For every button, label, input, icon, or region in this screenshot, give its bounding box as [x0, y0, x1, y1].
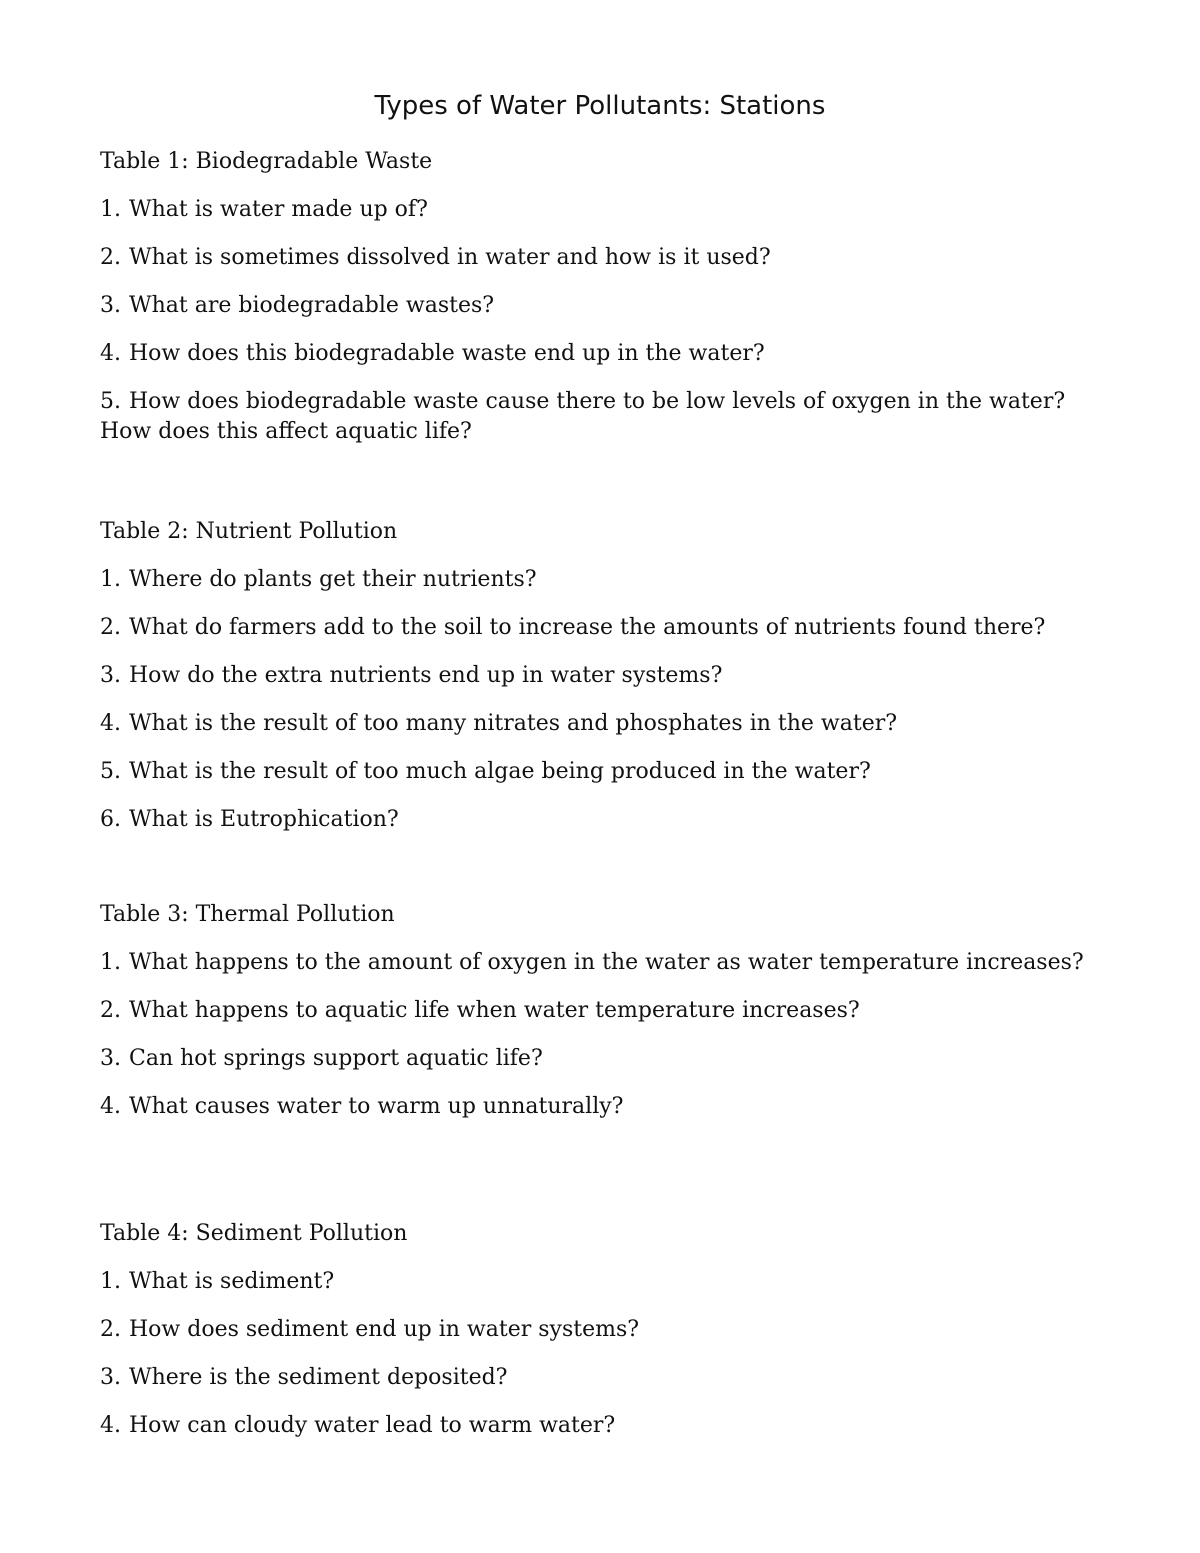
question-text: What is sediment?: [129, 1269, 335, 1294]
question-item: [100, 805, 1110, 835]
question-number: 4.: [100, 341, 121, 366]
question-item: [100, 613, 1110, 643]
question-number: 3.: [100, 663, 121, 688]
question-text: Where is the sediment deposited?: [129, 1365, 508, 1390]
question-number: 1.: [100, 1269, 121, 1294]
question-text: What happens to aquatic life when water temperature increases?: [129, 998, 860, 1023]
question-item: [100, 1044, 1110, 1074]
question-text: What is sometimes dissolved in water and how is it used?: [129, 245, 771, 270]
document-title: Types of Water Pollutants: Stations: [374, 91, 826, 121]
question-number: 3.: [100, 1046, 121, 1071]
question-list: [100, 1267, 1110, 1441]
question-text: How does sediment end up in water systems?: [129, 1317, 640, 1342]
question-number: 2.: [100, 998, 121, 1023]
question-text: How does this biodegradable waste end up in the water?: [129, 341, 765, 366]
section-nutrient-pollution: [100, 517, 1110, 853]
section-thermal-pollution: [100, 900, 1110, 1140]
question-number: 4.: [100, 1413, 121, 1438]
section-heading: Table 2: Nutrient Pollution: [100, 519, 398, 544]
question-item: [100, 291, 1110, 321]
question-number: 2.: [100, 1317, 121, 1342]
question-item: [100, 1411, 1110, 1441]
question-number: 4.: [100, 711, 121, 736]
question-list: [100, 565, 1110, 835]
question-item: [100, 996, 1110, 1026]
question-list: [100, 195, 1110, 447]
question-item: [100, 339, 1110, 369]
question-number: 5.: [100, 759, 121, 784]
section-heading: Table 3: Thermal Pollution: [100, 902, 395, 927]
question-list: [100, 948, 1110, 1122]
question-text: What is water made up of?: [129, 197, 428, 222]
question-text: What happens to the amount of oxygen in the water as water temperature increases?: [129, 950, 1084, 975]
question-text: What is the result of too much algae being produced in the water?: [129, 759, 871, 784]
section-sediment-pollution: [100, 1219, 1110, 1459]
question-item: [100, 757, 1110, 787]
question-text: What do farmers add to the soil to increase the amounts of nutrients found there?: [129, 615, 1046, 640]
question-text: What are biodegradable wastes?: [129, 293, 495, 318]
question-number: 3.: [100, 293, 121, 318]
section-heading: Table 1: Biodegradable Waste: [100, 149, 433, 174]
question-text: What causes water to warm up unnaturally?: [129, 1094, 624, 1119]
question-text: How do the extra nutrients end up in water systems?: [129, 663, 723, 688]
question-text: How does biodegradable waste cause there to be low levels of oxygen in the water? How does this affect aquatic life?: [100, 389, 1066, 444]
question-number: 1.: [100, 567, 121, 592]
section-heading: Table 4: Sediment Pollution: [100, 1221, 408, 1246]
question-number: 2.: [100, 245, 121, 270]
question-item: [100, 1092, 1110, 1122]
question-text: Where do plants get their nutrients?: [129, 567, 537, 592]
question-item: [100, 243, 1110, 273]
question-item: [100, 948, 1110, 978]
question-item: [100, 709, 1110, 739]
section-biodegradable-waste: [100, 147, 1110, 465]
question-item: [100, 1363, 1110, 1393]
question-number: 2.: [100, 615, 121, 640]
question-item: [100, 661, 1110, 691]
question-number: 1.: [100, 950, 121, 975]
question-number: 3.: [100, 1365, 121, 1390]
question-text: How can cloudy water lead to warm water?: [129, 1413, 616, 1438]
question-item: [100, 387, 1110, 447]
question-text: What is the result of too many nitrates and phosphates in the water?: [129, 711, 898, 736]
question-number: 6.: [100, 807, 121, 832]
question-text: What is Eutrophication?: [129, 807, 399, 832]
question-item: [100, 565, 1110, 595]
question-number: 1.: [100, 197, 121, 222]
question-text: Can hot springs support aquatic life?: [129, 1046, 543, 1071]
question-number: 5.: [100, 389, 121, 414]
question-item: [100, 195, 1110, 225]
question-item: [100, 1315, 1110, 1345]
question-item: [100, 1267, 1110, 1297]
question-number: 4.: [100, 1094, 121, 1119]
